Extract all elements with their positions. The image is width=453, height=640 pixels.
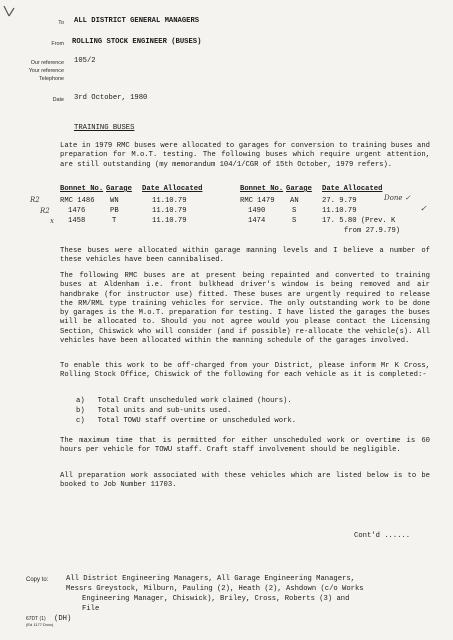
our-reference-label: Our reference — [30, 60, 64, 66]
to-label: To — [58, 20, 64, 26]
paragraph-5: The maximum time that is permitted for either unscheduled work or overtime is 60 hours per vehicle for TOWU staff. Craft staff involvement should be negligible. — [60, 437, 430, 455]
table-cell: RMC 1479 — [240, 197, 275, 205]
to-value: ALL DISTRICT GENERAL MANAGERS — [74, 17, 200, 25]
copy-to-line: Engineering Manager, Chiswick), Briley, Cross, Roberts (3) and — [82, 595, 350, 603]
date-value: 3rd October, 1980 — [74, 94, 148, 102]
copy-to-line: Messrs Greystock, Milburn, Pauling (2), Heath (2), Ashdown (c/o Works — [66, 585, 364, 593]
form-code: 67DT (1) — [26, 616, 46, 622]
paragraph-2: These buses were allocated within garage manning levels and I believe a number of these vehicles have been cannibalised. — [60, 247, 430, 265]
table-cell: 11.10.79 — [152, 197, 187, 205]
handwritten-margin-note: R2 — [40, 207, 50, 215]
from-value: ROLLING STOCK ENGINEER (BUSES) — [72, 38, 202, 46]
paragraph-4: To enable this work to be off-charged from your District, please inform Mr K Cross, Rolling Stock Office, Chiswick of the following for each vehicle as it is completed:- — [60, 362, 430, 380]
list-text: Total units and sub-units used. — [97, 407, 232, 415]
table-cell: WN — [110, 197, 119, 205]
table-cell: 11.10.79 — [152, 207, 187, 215]
typist-initials: (DH) — [54, 615, 72, 623]
col-header: Garage — [286, 185, 312, 193]
col-header: Bonnet No. — [240, 185, 284, 193]
list-marker: b) — [76, 407, 85, 415]
table-cell: 1474 — [248, 217, 266, 225]
list-text: Total Craft unscheduled work claimed (hours). — [97, 397, 292, 405]
table-header-row — [60, 185, 402, 194]
list-item — [76, 407, 231, 416]
table-row — [60, 207, 402, 216]
our-reference-value: 105/2 — [74, 57, 96, 65]
table-cell: PB — [110, 207, 119, 215]
list-text: Total TOWU staff overtime or unscheduled work. — [97, 417, 297, 425]
corner-tick-icon — [2, 4, 16, 18]
copy-to-line: All District Engineering Managers, All Garage Engineering Managers, — [66, 575, 355, 583]
continued-marker: Cont'd ...... — [354, 532, 411, 540]
handwritten-margin-note: x — [50, 217, 54, 225]
handwritten-note: Done ✓ — [384, 194, 411, 202]
col-header: Bonnet No. — [60, 185, 104, 193]
table-cell: AN — [290, 197, 299, 205]
col-header: Date Allocated — [322, 185, 383, 193]
table-cell: 1458 — [68, 217, 86, 225]
table-row — [60, 197, 402, 206]
telephone-label: Telephone — [39, 76, 64, 82]
table-cell: 27. 9.79 — [322, 197, 357, 205]
paragraph-1: Late in 1979 RMC buses were allocated to garages for conversion to training buses and preparation for M.o.T. testing. The following buses which require urgent attention, are still outstanding (my memorandum 104/1/CGR of 15th October, 1979 refers). — [60, 142, 430, 169]
subject-heading: TRAINING BUSES — [74, 124, 135, 132]
from-label: From — [51, 41, 64, 47]
list-marker: c) — [76, 417, 85, 425]
form-edition: (Ed 1177 Dxxx) — [26, 622, 54, 627]
table-cell: 1476 — [68, 207, 86, 215]
table-cell: S — [292, 207, 297, 215]
paragraph-6: All preparation work associated with these vehicles which are listed below is to be booked to Job Number 11703. — [60, 472, 430, 490]
copy-to-label: Copy to: — [26, 577, 49, 583]
list-item — [76, 397, 292, 406]
table-continuation: from 27.9.79) — [344, 227, 401, 235]
list-item — [76, 417, 296, 426]
col-header: Date Allocated — [142, 185, 203, 193]
table-cell: S — [292, 217, 297, 225]
table-cell: 11.10.79 — [322, 207, 357, 215]
copy-to-line: File — [82, 605, 100, 613]
your-reference-label: Your reference — [28, 68, 64, 74]
handwritten-margin-note: R2 — [30, 196, 40, 204]
table-cell: 11.10.79 — [152, 217, 187, 225]
table-cell: T — [112, 217, 117, 225]
col-header: Garage — [106, 185, 132, 193]
table-cell: 1490 — [248, 207, 266, 215]
table-cell: RMC 1486 — [60, 197, 95, 205]
date-label: Date — [52, 97, 64, 103]
paragraph-3: The following RMC buses are at present being repainted and converted to training buses at Aldenham i.e. front bulkhead driver's window is being removed and air handbrake (for instructor use) fitted. These buses are urgently required to release the RM/RML type training vehicles for service. The only outstanding work to be done by garages is the M.o.T. preparation for testing. I have listed the garages the buses will be allocated to. Should you not agree would you please contact the Licensing Section, Chiswick who will consider (and if possible) re-allocate the vehicle(s). All vehicles have been allocated within the manning schedule of the garages involved. — [60, 272, 430, 346]
list-marker: a) — [76, 397, 85, 405]
handwritten-tick: ✓ — [420, 204, 427, 213]
table-cell: 17. 5.80 (Prev. K — [322, 217, 396, 225]
table-row — [60, 217, 412, 226]
